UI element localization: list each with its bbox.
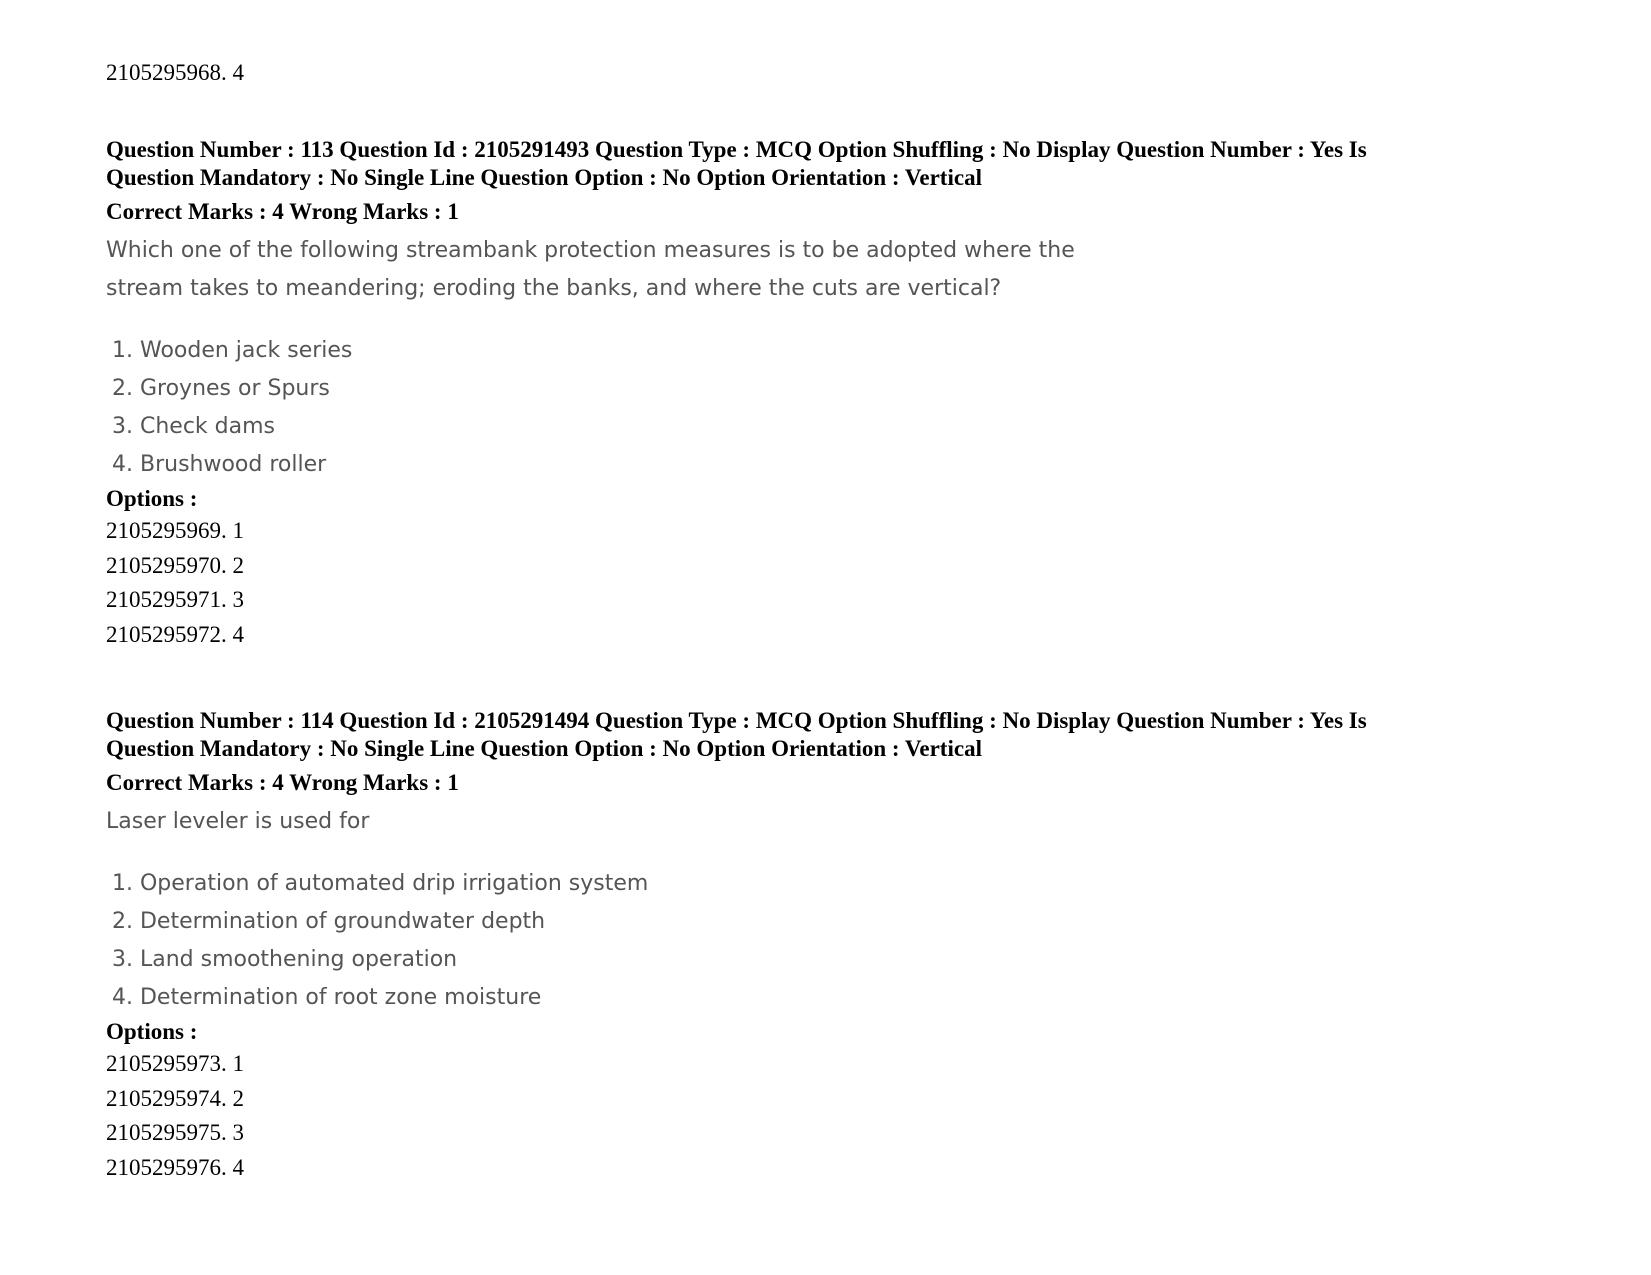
question-block-113	[106, 136, 1546, 652]
question-image	[106, 803, 1546, 1017]
answer-choice: 1. Wooden jack series	[112, 338, 353, 363]
question-meta-line-1: Question Number : 114 Question Id : 2105291494 Question Type : MCQ Option Shuffling : No Display Question Number : Yes Is	[106, 708, 1367, 733]
question-block-114	[106, 707, 1546, 1185]
option-row: 2105295976. 4	[106, 1154, 244, 1180]
answer-choices	[106, 865, 1546, 1017]
answer-choice: 3. Land smoothening operation	[112, 947, 458, 972]
answer-choice: 4. Determination of root zone moisture	[112, 985, 542, 1010]
question-stem-line: stream takes to meandering; eroding the banks, and where the cuts are vertical?	[106, 276, 1002, 301]
answer-choice: 1. Operation of automated drip irrigation system	[112, 871, 649, 896]
previous-option-row: 2105295968. 4	[106, 60, 244, 85]
answer-choice: 3. Check dams	[112, 414, 275, 439]
question-stem-line: Which one of the following streambank protection measures is to be adopted where the	[106, 238, 1075, 263]
option-row: 2105295972. 4	[106, 621, 244, 647]
question-marks: Correct Marks : 4 Wrong Marks : 1	[106, 770, 459, 795]
answer-choices	[106, 332, 1546, 484]
option-row: 2105295970. 2	[106, 552, 244, 578]
question-marks: Correct Marks : 4 Wrong Marks : 1	[106, 199, 459, 224]
option-row: 2105295973. 1	[106, 1051, 244, 1076]
answer-choice: 2. Groynes or Spurs	[112, 376, 330, 401]
options-label: Options :	[106, 1019, 198, 1044]
answer-choice: 4. Brushwood roller	[112, 452, 327, 477]
question-stem-line: Laser leveler is used for	[106, 809, 370, 834]
question-meta-line-2: Question Mandatory : No Single Line Question Option : No Option Orientation : Vertical	[106, 165, 982, 190]
answer-choice: 2. Determination of groundwater depth	[112, 909, 546, 934]
question-meta-line-1: Question Number : 113 Question Id : 2105291493 Question Type : MCQ Option Shuffling : No Display Question Number : Yes Is	[106, 137, 1367, 162]
question-meta-line-2: Question Mandatory : No Single Line Question Option : No Option Orientation : Vertical	[106, 736, 982, 761]
option-row: 2105295971. 3	[106, 587, 244, 612]
option-row: 2105295969. 1	[106, 518, 244, 543]
question-meta	[106, 707, 1546, 763]
options-label: Options :	[106, 486, 198, 511]
option-row: 2105295974. 2	[106, 1085, 244, 1111]
question-image	[106, 232, 1546, 484]
question-meta	[106, 136, 1546, 192]
option-row: 2105295975. 3	[106, 1120, 244, 1145]
